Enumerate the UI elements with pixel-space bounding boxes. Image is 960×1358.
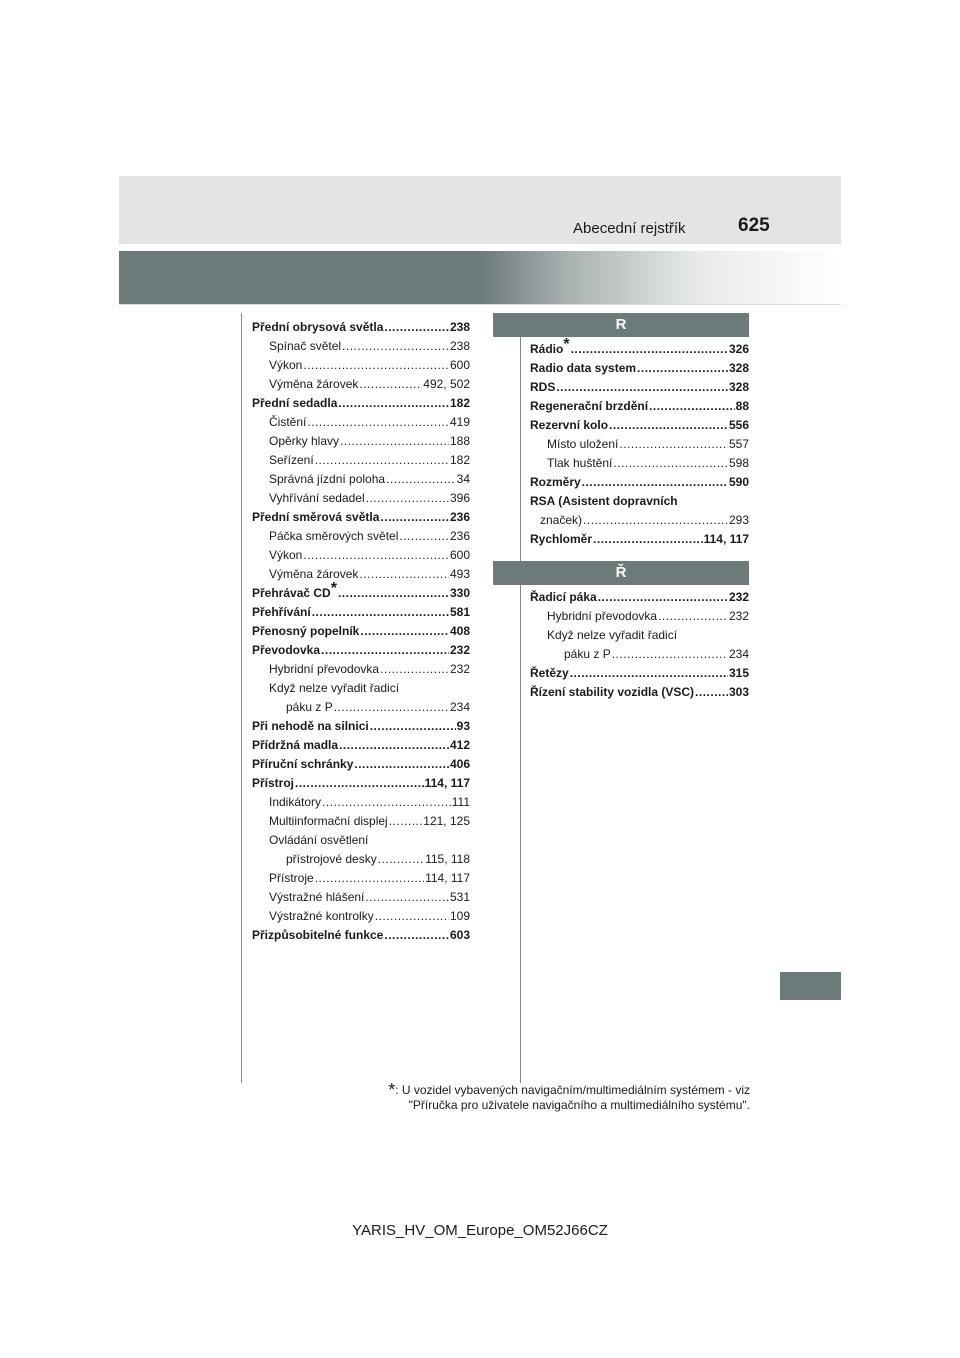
dot-leader: [339, 736, 449, 755]
dot-leader: [609, 416, 728, 435]
entry-label: Výkon: [269, 358, 303, 372]
index-entry: [530, 588, 749, 607]
entry-page: 115, 118: [425, 852, 470, 866]
index-entry: [252, 907, 470, 926]
index-entry: [252, 869, 470, 888]
entry-page: 238: [449, 320, 470, 334]
entry-page: 581: [449, 605, 470, 619]
dot-leader: [570, 664, 728, 683]
index-entry: [252, 356, 470, 375]
entry-page: 232: [449, 662, 470, 676]
entry-label: Hybridní převodovka: [547, 609, 658, 623]
header-band: [119, 176, 841, 244]
dot-leader: [613, 454, 728, 473]
entry-page: 603: [449, 928, 470, 942]
dot-leader: [303, 356, 449, 375]
index-entry: [252, 489, 470, 508]
entry-page: 600: [449, 358, 470, 372]
entry-label: značek): [540, 513, 583, 527]
index-entry: [252, 926, 470, 945]
entry-label: Seřízení: [269, 453, 314, 467]
index-entry: [252, 793, 470, 812]
entry-page: 114, 117: [703, 532, 749, 546]
dot-leader: [375, 907, 449, 926]
dot-leader: [321, 641, 449, 660]
entry-page: 557: [728, 437, 749, 451]
letter-header-r-caron: Ř: [493, 561, 749, 585]
dot-leader: [322, 793, 451, 812]
index-entry: [252, 812, 470, 831]
entry-label: Přední směrová světla: [252, 510, 380, 524]
index-entry: [530, 607, 749, 626]
entry-page: 111: [451, 795, 470, 809]
entry-label: Rádio*: [530, 336, 570, 356]
entry-label: Hybridní převodovka: [269, 662, 380, 676]
entry-page: 293: [728, 513, 749, 527]
dot-leader: [295, 774, 424, 793]
entry-page: 531: [449, 890, 470, 904]
entry-page: 114, 117: [424, 776, 470, 790]
index-column-left: [252, 318, 470, 945]
index-entry: [252, 774, 470, 793]
dot-leader: [380, 508, 449, 527]
footnote-star: *: [330, 580, 337, 597]
entry-label: Přenosný popelník: [252, 624, 360, 638]
footnote-line-2: "Příručka pro uživatele navigačního a multimediálního systému".: [408, 1098, 750, 1112]
entry-page: 412: [449, 738, 470, 752]
entry-page: 93: [456, 719, 470, 733]
index-entry: [252, 375, 470, 394]
index-entry: [252, 394, 470, 413]
entry-page: 234: [728, 647, 749, 661]
entry-label: RDS: [530, 380, 556, 394]
dot-leader: [384, 926, 449, 945]
column-divider-right: [520, 313, 521, 1083]
entry-page: 236: [449, 510, 470, 524]
index-entry: [252, 580, 470, 603]
column-divider-left: [241, 313, 242, 1083]
index-entry: [530, 626, 749, 645]
dot-leader: [359, 565, 449, 584]
decorative-band: [119, 251, 841, 304]
index-entry: [252, 337, 470, 356]
header-divider: [119, 304, 841, 305]
entry-page: 600: [449, 548, 470, 562]
index-entry: [252, 603, 470, 622]
dot-leader: [649, 397, 735, 416]
entry-page: 315: [728, 666, 749, 680]
entry-label: Výkon: [269, 548, 303, 562]
entry-page: 232: [728, 609, 749, 623]
dot-leader: [338, 394, 449, 413]
entry-label: Opěrky hlavy: [269, 434, 340, 448]
dot-leader: [389, 812, 423, 831]
dot-leader: [307, 413, 449, 432]
index-entry: [252, 679, 470, 698]
index-entry: [252, 413, 470, 432]
dot-leader: [360, 622, 449, 641]
entry-page: 232: [728, 590, 749, 604]
entry-page: 236: [449, 529, 470, 543]
entry-page: 556: [728, 418, 749, 432]
dot-leader: [386, 470, 456, 489]
entry-label: Při nehodě na silnici: [252, 719, 369, 733]
entry-label: Řetězy: [530, 666, 569, 680]
letter-header-r: R: [493, 313, 749, 337]
entry-label: Vyhřívání sedadel: [269, 491, 365, 505]
entry-page: 34: [456, 472, 470, 486]
dot-leader: [359, 375, 422, 394]
entry-page: 121, 125: [423, 814, 470, 828]
entry-page: 408: [449, 624, 470, 638]
entry-page: 303: [728, 685, 749, 699]
entry-label: Výměna žárovek: [269, 377, 359, 391]
entry-page: 238: [449, 339, 470, 353]
dot-leader: [612, 645, 728, 664]
index-entry: [530, 378, 749, 397]
dot-leader: [303, 546, 449, 565]
index-entry: [252, 508, 470, 527]
entry-label: RSA (Asistent dopravních: [530, 494, 678, 508]
entry-label: Rozměry: [530, 475, 581, 489]
entry-label: Přídržná madla: [252, 738, 339, 752]
index-entry: [530, 416, 749, 435]
entry-page: 114, 117: [425, 871, 470, 885]
entry-label: Multiinformační displej: [269, 814, 388, 828]
entry-label: Spínač světel: [269, 339, 342, 353]
footnote-star: *: [563, 336, 570, 353]
index-entry: [252, 527, 470, 546]
entry-page: 598: [728, 456, 749, 470]
index-entry: [252, 451, 470, 470]
index-entry: [530, 683, 749, 702]
entry-label: Přední obrysová světla: [252, 320, 384, 334]
dot-leader: [338, 584, 449, 603]
dot-leader: [315, 451, 449, 470]
entry-label: Tlak huštění: [547, 456, 613, 470]
dot-leader: [334, 698, 449, 717]
entry-label: Řízení stability vozidla (VSC): [530, 685, 695, 699]
entry-label: Ovládání osvětlení: [269, 833, 369, 847]
entry-page: 396: [449, 491, 470, 505]
dot-leader: [380, 660, 449, 679]
footnote-line-1: *: U vozidel vybavených navigačním/multimediálním systémem - viz: [388, 1080, 750, 1100]
index-entry: [530, 435, 749, 454]
dot-leader: [312, 603, 449, 622]
entry-page: 326: [728, 342, 749, 356]
dot-leader: [366, 489, 449, 508]
dot-leader: [315, 869, 424, 888]
index-entry: [252, 850, 470, 869]
dot-leader: [695, 683, 728, 702]
entry-page: 328: [728, 380, 749, 394]
dot-leader: [378, 850, 424, 869]
index-entry: [252, 470, 470, 489]
index-entry: [252, 641, 470, 660]
dot-leader: [399, 527, 449, 546]
index-entry: [530, 336, 749, 359]
page-number: 625: [738, 215, 770, 236]
entry-label: Regenerační brzdění: [530, 399, 649, 413]
dot-leader: [598, 588, 728, 607]
entry-page: 406: [449, 757, 470, 771]
index-entry: [530, 645, 749, 664]
entry-page: 232: [449, 643, 470, 657]
index-entry: [252, 318, 470, 337]
entry-label: Přizpůsobitelné funkce: [252, 928, 384, 942]
entry-page: 493: [449, 567, 470, 581]
chapter-tab-marker: [780, 972, 841, 1000]
entry-label: Přehřívání: [252, 605, 311, 619]
dot-leader: [582, 473, 728, 492]
entry-label: Když nelze vyřadit řadicí: [547, 628, 678, 642]
entry-page: 590: [728, 475, 749, 489]
entry-label: Radio data system: [530, 361, 637, 375]
index-section-r: [530, 336, 749, 549]
entry-label: Řadicí páka: [530, 590, 597, 604]
entry-page: 88: [735, 399, 749, 413]
entry-label: Čistění: [269, 415, 307, 429]
index-entry: [252, 888, 470, 907]
entry-label: Přístroje: [269, 871, 314, 885]
index-entry: [252, 755, 470, 774]
entry-label: Přehrávač CD*: [252, 580, 337, 600]
entry-label: Rezervní kolo: [530, 418, 609, 432]
dot-leader: [340, 432, 449, 451]
index-entry: [530, 664, 749, 683]
entry-label: Indikátory: [269, 795, 322, 809]
entry-label: Výstražné hlášení: [269, 890, 365, 904]
entry-page: 419: [449, 415, 470, 429]
entry-label: Výměna žárovek: [269, 567, 359, 581]
entry-label: Přední sedadla: [252, 396, 338, 410]
entry-label: Přístroj: [252, 776, 295, 790]
entry-page: 182: [449, 396, 470, 410]
index-entry: [530, 473, 749, 492]
dot-leader: [365, 888, 449, 907]
index-entry: [252, 831, 470, 850]
index-entry: [252, 546, 470, 565]
footnote-star: *: [388, 1080, 396, 1100]
index-entry: [530, 359, 749, 378]
entry-page: 330: [449, 586, 470, 600]
index-entry: [530, 397, 749, 416]
index-entry: [252, 736, 470, 755]
index-entry: [252, 717, 470, 736]
entry-label: Příruční schránky: [252, 757, 354, 771]
entry-page: 328: [728, 361, 749, 375]
dot-leader: [354, 755, 449, 774]
index-entry: [252, 622, 470, 641]
index-entry: [530, 530, 749, 549]
entry-page: 109: [449, 909, 470, 923]
dot-leader: [342, 337, 449, 356]
index-section-r-caron: [530, 588, 749, 702]
entry-label: Místo uložení: [547, 437, 619, 451]
entry-page: 182: [449, 453, 470, 467]
entry-label: přístrojové desky: [286, 852, 377, 866]
dot-leader: [619, 435, 728, 454]
entry-label: Převodovka: [252, 643, 321, 657]
index-entry: [252, 565, 470, 584]
entry-label: Správná jízdní poloha: [269, 472, 386, 486]
index-entry: [252, 660, 470, 679]
entry-label: Výstražné kontrolky: [269, 909, 374, 923]
dot-leader: [637, 359, 728, 378]
dot-leader: [384, 318, 449, 337]
index-entry: [530, 492, 749, 511]
entry-label: páku z P: [286, 700, 333, 714]
entry-label: Rychloměr: [530, 532, 593, 546]
entry-label: Páčka směrových světel: [269, 529, 399, 543]
entry-page: 234: [449, 700, 470, 714]
dot-leader: [593, 530, 703, 549]
dot-leader: [658, 607, 728, 626]
dot-leader: [556, 378, 728, 397]
footnote: [300, 1080, 750, 1113]
section-title: Abecední rejstřík: [573, 220, 686, 237]
index-entry: [530, 511, 749, 530]
index-entry: [252, 698, 470, 717]
index-entry: [530, 454, 749, 473]
entry-label: páku z P: [564, 647, 611, 661]
dot-leader: [370, 717, 456, 736]
entry-label: Když nelze vyřadit řadicí: [269, 681, 400, 695]
dot-leader: [583, 511, 728, 530]
index-entry: [252, 432, 470, 451]
entry-page: 492, 502: [423, 377, 470, 391]
dot-leader: [571, 340, 728, 359]
document-code: YARIS_HV_OM_Europe_OM52J66CZ: [352, 1222, 608, 1239]
entry-page: 188: [449, 434, 470, 448]
